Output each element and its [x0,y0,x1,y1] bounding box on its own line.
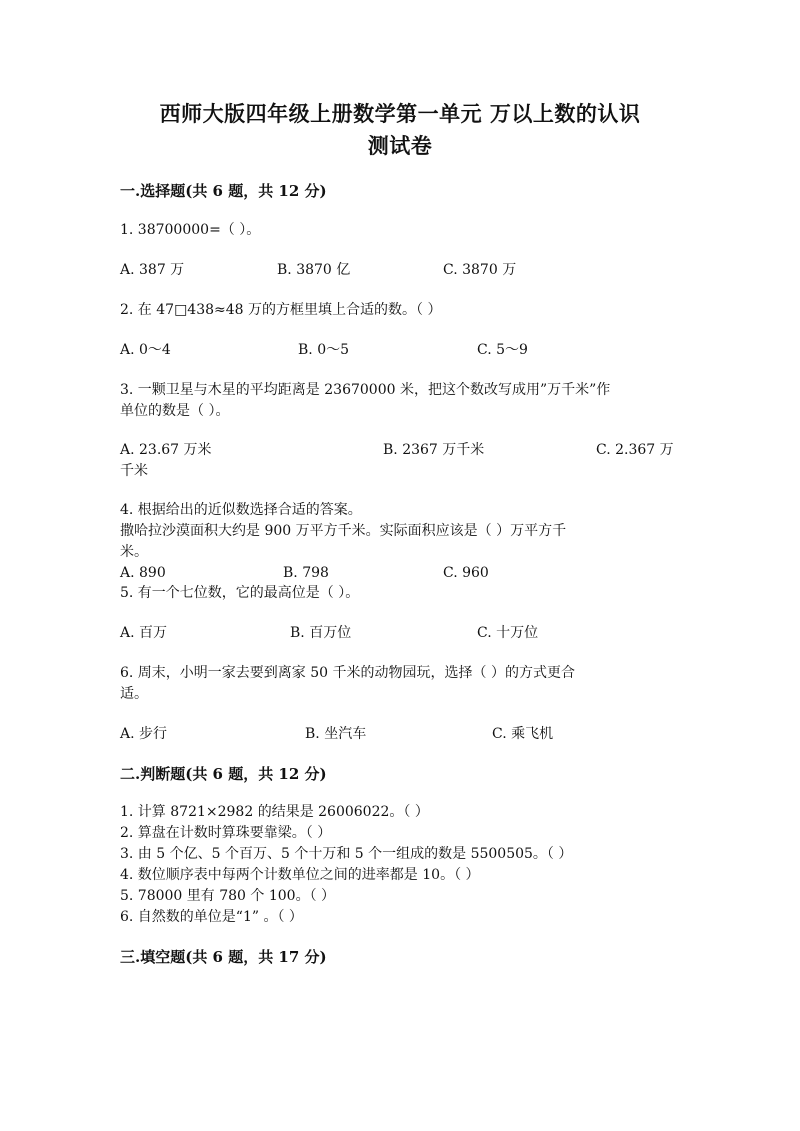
judge-item-3: 3. 由 5 个亿、5 个百万、5 个十万和 5 个一组成的数是 5500505。（ ） [120,846,573,862]
choice-q3-option-a: A. 23.67 万米 [120,442,212,458]
choice-q5-option-c: C. 十万位 [477,625,539,641]
judge-item-6: 6. 自然数的单位是“1” 。（ ） [120,909,303,925]
choice-q4-stem-line1: 4. 根据给出的近似数选择合适的答案。 [120,502,362,518]
judge-item-4: 4. 数位顺序表中每两个计数单位之间的进率都是 10。（ ） [120,867,480,883]
choice-q4-stem-line3: 米。 [120,544,148,560]
page-title-line1: 西师大版四年级上册数学第一单元 万以上数的认识 [159,101,641,126]
choice-q3-stem-line2: 单位的数是（ ）。 [120,403,230,419]
choice-q3-option-c-continued: 千米 [120,463,148,479]
choice-q4-stem-line2: 撒哈拉沙漠面积大约是 900 万平方千米。实际面积应该是（ ）万平方千 [120,523,567,539]
section-heading-choice: 一.选择题(共 6 题，共 12 分) [120,182,327,200]
choice-q6-stem-line1: 6. 周末，小明一家去要到离家 50 千米的动物园玩，选择（ ）的方式更合 [120,665,575,681]
judge-item-2: 2. 算盘在计数时算珠要靠梁。（ ） [120,825,332,841]
choice-q4-option-c: C. 960 [443,565,489,581]
choice-q1-option-b: B. 3870 亿 [277,262,351,278]
choice-q3-stem-line1: 3. 一颗卫星与木星的平均距离是 23670000 米，把这个数改写成用”万千米”作 [120,382,611,398]
choice-q5-stem: 5. 有一个七位数，它的最高位是（ ）。 [120,585,360,601]
choice-q5-option-a: A. 百万 [120,625,168,641]
choice-q6-option-c: C. 乘飞机 [492,726,554,742]
choice-q4-option-a: A. 890 [120,565,166,581]
section-heading-fill: 三.填空题(共 6 题，共 17 分) [120,948,327,966]
choice-q2-option-c: C. 5～9 [477,342,528,358]
choice-q2-option-b: B. 0～5 [298,342,350,358]
choice-q6-stem-line2: 适。 [120,686,148,702]
choice-q2-option-a: A. 0～4 [120,342,171,358]
choice-q1-stem: 1. 38700000=（ ）。 [120,222,261,238]
choice-q4-option-b: B. 798 [283,565,329,581]
judge-item-5: 5. 78000 里有 780 个 100。（ ） [120,888,336,904]
choice-q3-option-b: B. 2367 万千米 [383,442,485,458]
choice-q6-option-a: A. 步行 [120,726,168,742]
choice-q1-option-a: A. 387 万 [120,262,185,278]
page-title-line2: 测试卷 [367,133,433,158]
choice-q2-stem: 2. 在 47□438≈48 万的方框里填上合适的数。（ ） [120,302,442,318]
choice-q3-option-c: C. 2.367 万 [596,442,674,458]
choice-q1-option-c: C. 3870 万 [443,262,517,278]
choice-q6-option-b: B. 坐汽车 [305,726,367,742]
section-heading-judge: 二.判断题(共 6 题，共 12 分) [120,765,327,783]
judge-item-1: 1. 计算 8721×2982 的结果是 26006022。（ ） [120,804,429,820]
choice-q5-option-b: B. 百万位 [290,625,352,641]
